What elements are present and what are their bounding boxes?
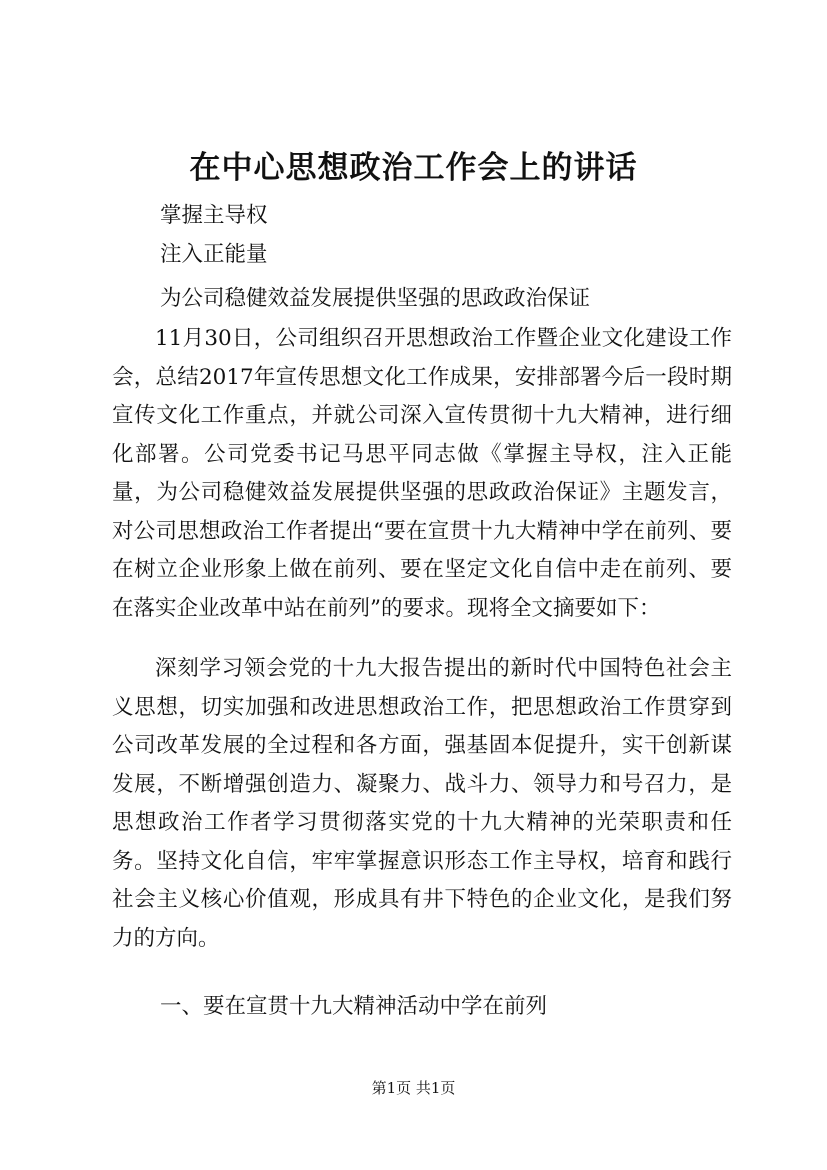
section-heading: 一、要在宣贯十九大精神活动中学在前列 xyxy=(160,994,548,1019)
subheading-1: 掌握主导权 xyxy=(160,203,268,228)
paragraph-1 xyxy=(112,320,732,628)
subheading-2: 注入正能量 xyxy=(160,242,268,267)
document-title: 在中心思想政治工作会上的讲话 xyxy=(189,150,638,186)
paragraph-2 xyxy=(112,650,732,958)
paragraph-1-text: 11月30日，公司组织召开思想政治工作暨企业文化建设工作会，总结2017年宣传思想文化工作成果，安排部署今后一段时期宣传文化工作重点，并就公司深入宣传贯彻十九大精神，进行细化部署。公司党委书记马思平同志做《掌握主导权，注入正能量，为公司稳健效益发展提供坚强的思政政治保证》主题发言，对公司思想政治工作者提出“要在宣贯十九大精神中学在前列、要在树立企业形象上做在前列、要在坚定文化自信中走在前列、要在落实企业改革中站在前列”的要求。现将全文摘要如下： xyxy=(112,326,732,621)
paragraph-2-text: 深刻学习领会党的十九大报告提出的新时代中国特色社会主义思想，切实加强和改进思想政治工作，把思想政治工作贯穿到公司改革发展的全过程和各方面，强基固本促提升，实干创新谋发展，不断增强创造力、凝聚力、战斗力、领导力和号召力，是思想政治工作者学习贯彻落实党的十九大精神的光荣职责和任务。坚持文化自信，牢牢掌握意识形态工作主导权，培育和践行社会主义核心价值观，形成具有井下特色的企业文化，是我们努力的方向。 xyxy=(112,656,732,951)
subheading-3: 为公司稳健效益发展提供坚强的思政政治保证 xyxy=(160,286,591,311)
page-footer: 第1页 共1页 xyxy=(371,1079,456,1097)
